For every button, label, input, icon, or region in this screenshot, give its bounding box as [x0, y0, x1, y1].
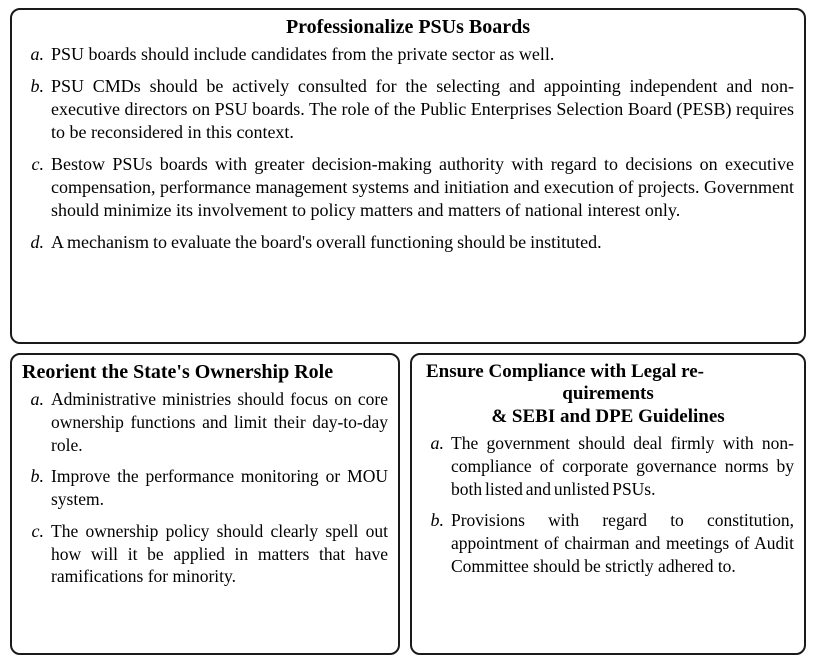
list-text: The government should deal firmly with non-compliance of corporate governance norms by both listed and unlisted PSUs.: [451, 433, 794, 499]
list-marker: a.: [30, 44, 44, 64]
bottom-panels-row: [10, 353, 806, 655]
panel-professionalize-psus-boards: [10, 8, 806, 344]
list-text: Improve the performance monitoring or MOU system.: [51, 466, 388, 509]
list-marker: b.: [30, 76, 44, 97]
panel-title: Professionalize PSUs Boards: [285, 16, 531, 38]
list-item: [22, 75, 794, 144]
list-item: [22, 388, 388, 456]
list-text: Administrative ministries should focus on core ownership functions and limit their day-to-day role.: [51, 389, 388, 455]
list-marker: d.: [30, 232, 44, 253]
list-item: [22, 520, 388, 588]
list-text: Bestow PSUs boards with greater decision-making authority with regard to decisions on executive compensation, performance management systems and initiation and execution of projects. Government should minimize its involvement to policy matters and matters of national interest only.: [51, 154, 794, 221]
panel-reorient-state-ownership-role: [10, 353, 400, 655]
list-marker: b.: [30, 466, 44, 487]
recommendation-list: [12, 386, 398, 596]
list-marker: a.: [30, 389, 44, 409]
list-text: A mechanism to evaluate the board's overall functioning should be instituted.: [51, 232, 602, 253]
list-item: [22, 231, 794, 254]
panel-title-line-1: Ensure Compliance with Legal re-: [426, 361, 704, 382]
list-text: PSU CMDs should be actively consulted for the selecting and appointing independent and non-executive directors on PSU boards. The role of the Public Enterprises Selection Board (PESB) requires to be reconsidered in this context.: [51, 76, 794, 143]
list-marker: c.: [31, 520, 44, 541]
panel-title-line-3: & SEBI and DPE Guidelines: [491, 405, 725, 427]
list-item: [422, 509, 794, 577]
recommendation-list: [412, 430, 804, 586]
list-marker: c.: [31, 154, 44, 175]
list-marker: b.: [430, 510, 444, 531]
panel-title: [412, 355, 804, 430]
list-text: Provisions with regard to constitution, appointment of chairman and meetings of Audit Committee should be strictly adhered to.: [451, 510, 794, 576]
list-text: PSU boards should include candidates from the private sector as well.: [51, 44, 555, 64]
list-item: [22, 153, 794, 222]
panel-title-line-2: quirements: [562, 383, 654, 405]
recommendation-list: [12, 41, 804, 262]
list-item: [22, 43, 794, 66]
list-marker: a.: [430, 433, 444, 454]
panel-title: Reorient the State's Ownership Role: [22, 361, 334, 383]
list-text: The ownership policy should clearly spell out how will it be applied in matters that have ramifications for minority.: [51, 520, 388, 587]
list-item: [22, 465, 388, 511]
list-item: [422, 432, 794, 500]
panel-ensure-compliance-legal-requirements: [410, 353, 806, 655]
